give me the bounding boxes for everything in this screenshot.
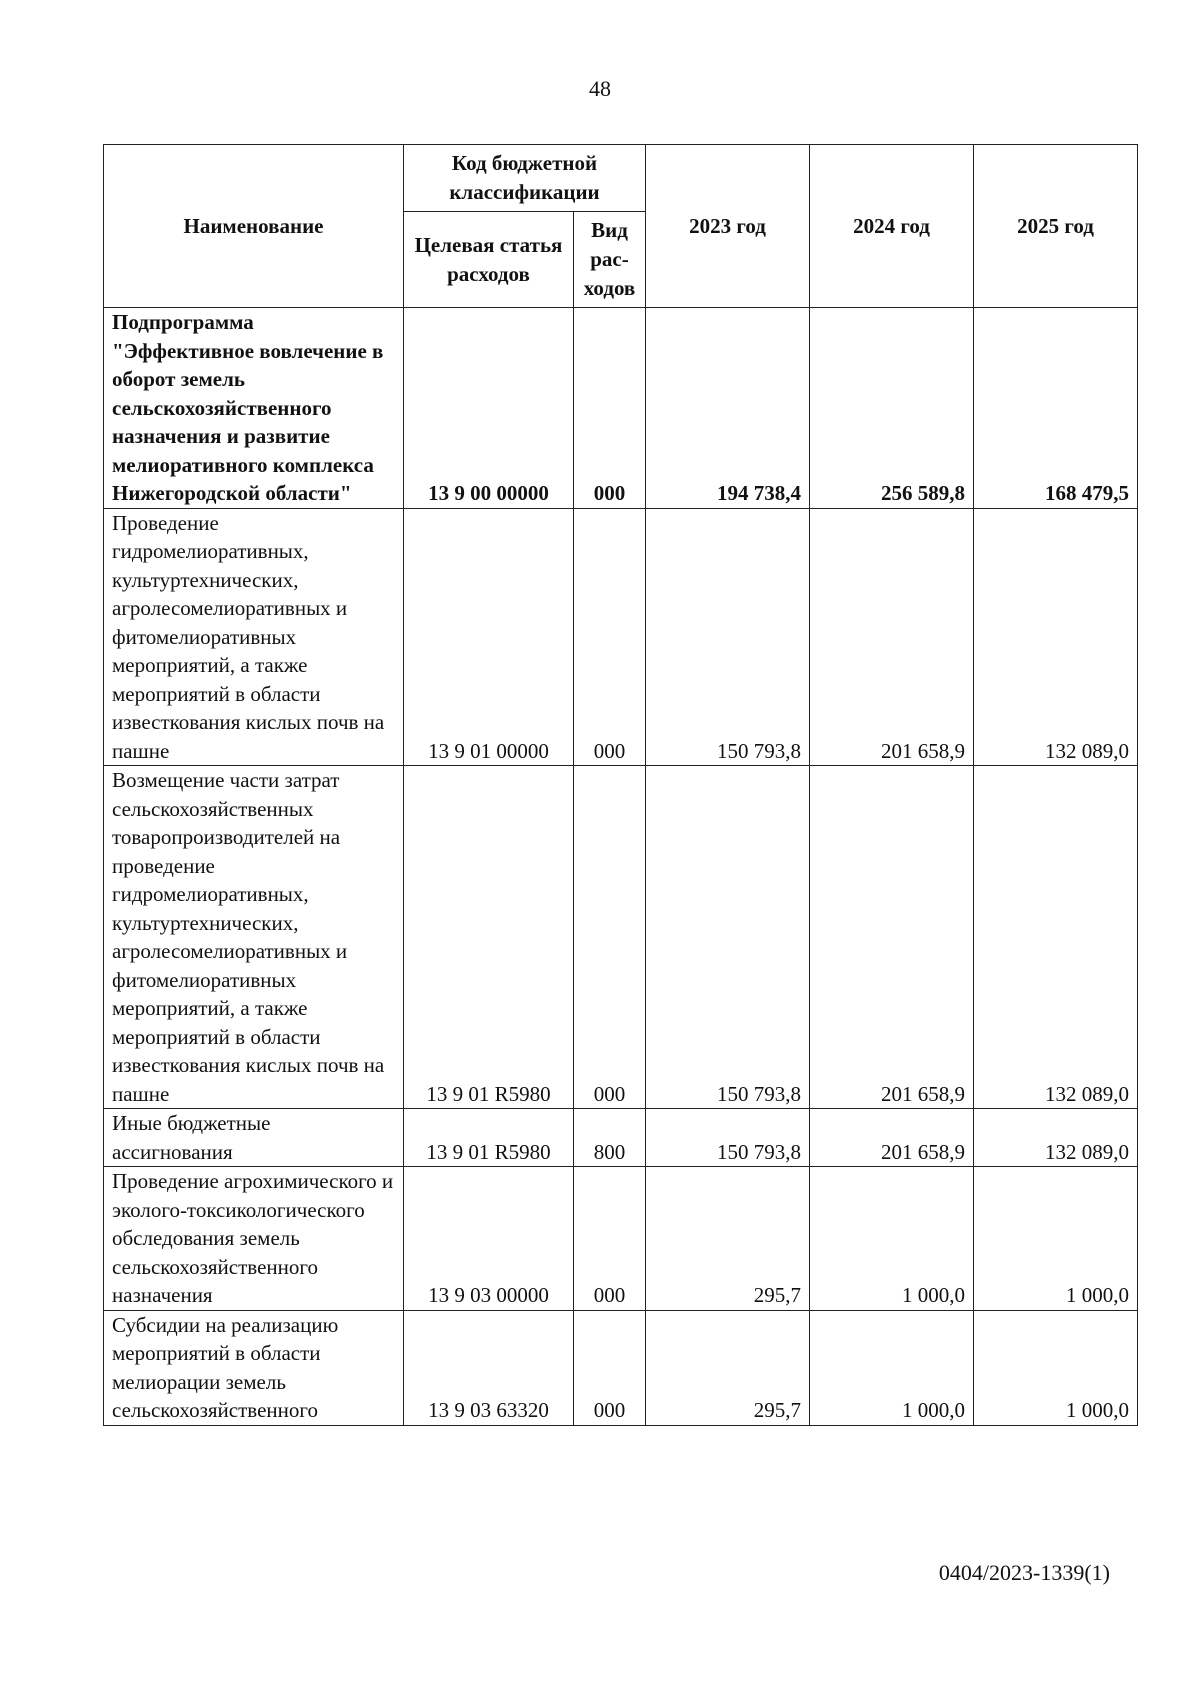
budget-table: [103, 144, 1138, 1426]
row-kind: 800: [574, 1109, 646, 1167]
row-2025: 1 000,0: [974, 1167, 1138, 1311]
row-name: Возмещение части затрат сельскохозяйственных товаропроизводителей на проведение гидромелиоративных, культуртехнических, агролесомелиоративных и фитомелиоративных мероприятий, а также мероприятий в области известкования кислых почв на пашне: [104, 766, 404, 1109]
table-row: [104, 1109, 1138, 1167]
row-2023: 194 738,4: [646, 308, 810, 509]
table-row: [104, 308, 1138, 509]
row-kind: 000: [574, 308, 646, 509]
row-2025: 132 089,0: [974, 1109, 1138, 1167]
header-code-group: Код бюджетной классификации: [404, 145, 646, 212]
row-target: 13 9 03 63320: [404, 1310, 574, 1425]
row-2023: 150 793,8: [646, 1109, 810, 1167]
row-2023: 295,7: [646, 1167, 810, 1311]
row-target: 13 9 03 00000: [404, 1167, 574, 1311]
row-2024: 201 658,9: [810, 508, 974, 766]
table-row: [104, 508, 1138, 766]
row-target: 13 9 01 R5980: [404, 1109, 574, 1167]
table-row: [104, 1167, 1138, 1311]
row-target: 13 9 01 00000: [404, 508, 574, 766]
document-id: 0404/2023-1339(1): [938, 1560, 1110, 1585]
row-2024: 256 589,8: [810, 308, 974, 509]
row-2024: 1 000,0: [810, 1167, 974, 1311]
row-2024: 1 000,0: [810, 1310, 974, 1425]
row-kind: 000: [574, 508, 646, 766]
header-year-2025: 2025 год: [974, 145, 1138, 308]
header-expense-kind: Вид рас-ходов: [574, 212, 646, 308]
header-year-2023: 2023 год: [646, 145, 810, 308]
table-row: [104, 766, 1138, 1109]
row-kind: 000: [574, 1310, 646, 1425]
row-name: Подпрограмма "Эффективное вовлечение в оборот земель сельскохозяйственного назначения и развитие мелиоративного комплекса Нижегородской области": [104, 308, 404, 509]
header-row: [104, 145, 1138, 212]
row-2023: 150 793,8: [646, 508, 810, 766]
header-year-2024: 2024 год: [810, 145, 974, 308]
row-name: Проведение агрохимического и эколого-токсикологического обследования земель сельскохозяйственного назначения: [104, 1167, 404, 1311]
row-target: 13 9 01 R5980: [404, 766, 574, 1109]
row-2025: 132 089,0: [974, 766, 1138, 1109]
row-kind: 000: [574, 1167, 646, 1311]
row-2023: 150 793,8: [646, 766, 810, 1109]
row-2025: 168 479,5: [974, 308, 1138, 509]
row-name: Проведение гидромелиоративных, культуртехнических, агролесомелиоративных и фитомелиоративных мероприятий, а также мероприятий в области известкования кислых почв на пашне: [104, 508, 404, 766]
row-2024: 201 658,9: [810, 766, 974, 1109]
row-2024: 201 658,9: [810, 1109, 974, 1167]
header-name: Наименование: [104, 145, 404, 308]
row-2025: 132 089,0: [974, 508, 1138, 766]
page-number: 48: [589, 76, 611, 101]
row-2023: 295,7: [646, 1310, 810, 1425]
row-name: Иные бюджетные ассигнования: [104, 1109, 404, 1167]
row-target: 13 9 00 00000: [404, 308, 574, 509]
row-kind: 000: [574, 766, 646, 1109]
row-2025: 1 000,0: [974, 1310, 1138, 1425]
header-target-article: Целевая статья расходов: [404, 212, 574, 308]
row-name: Субсидии на реализацию мероприятий в области мелиорации земель сельскохозяйственного: [104, 1310, 404, 1425]
table-row: [104, 1310, 1138, 1425]
